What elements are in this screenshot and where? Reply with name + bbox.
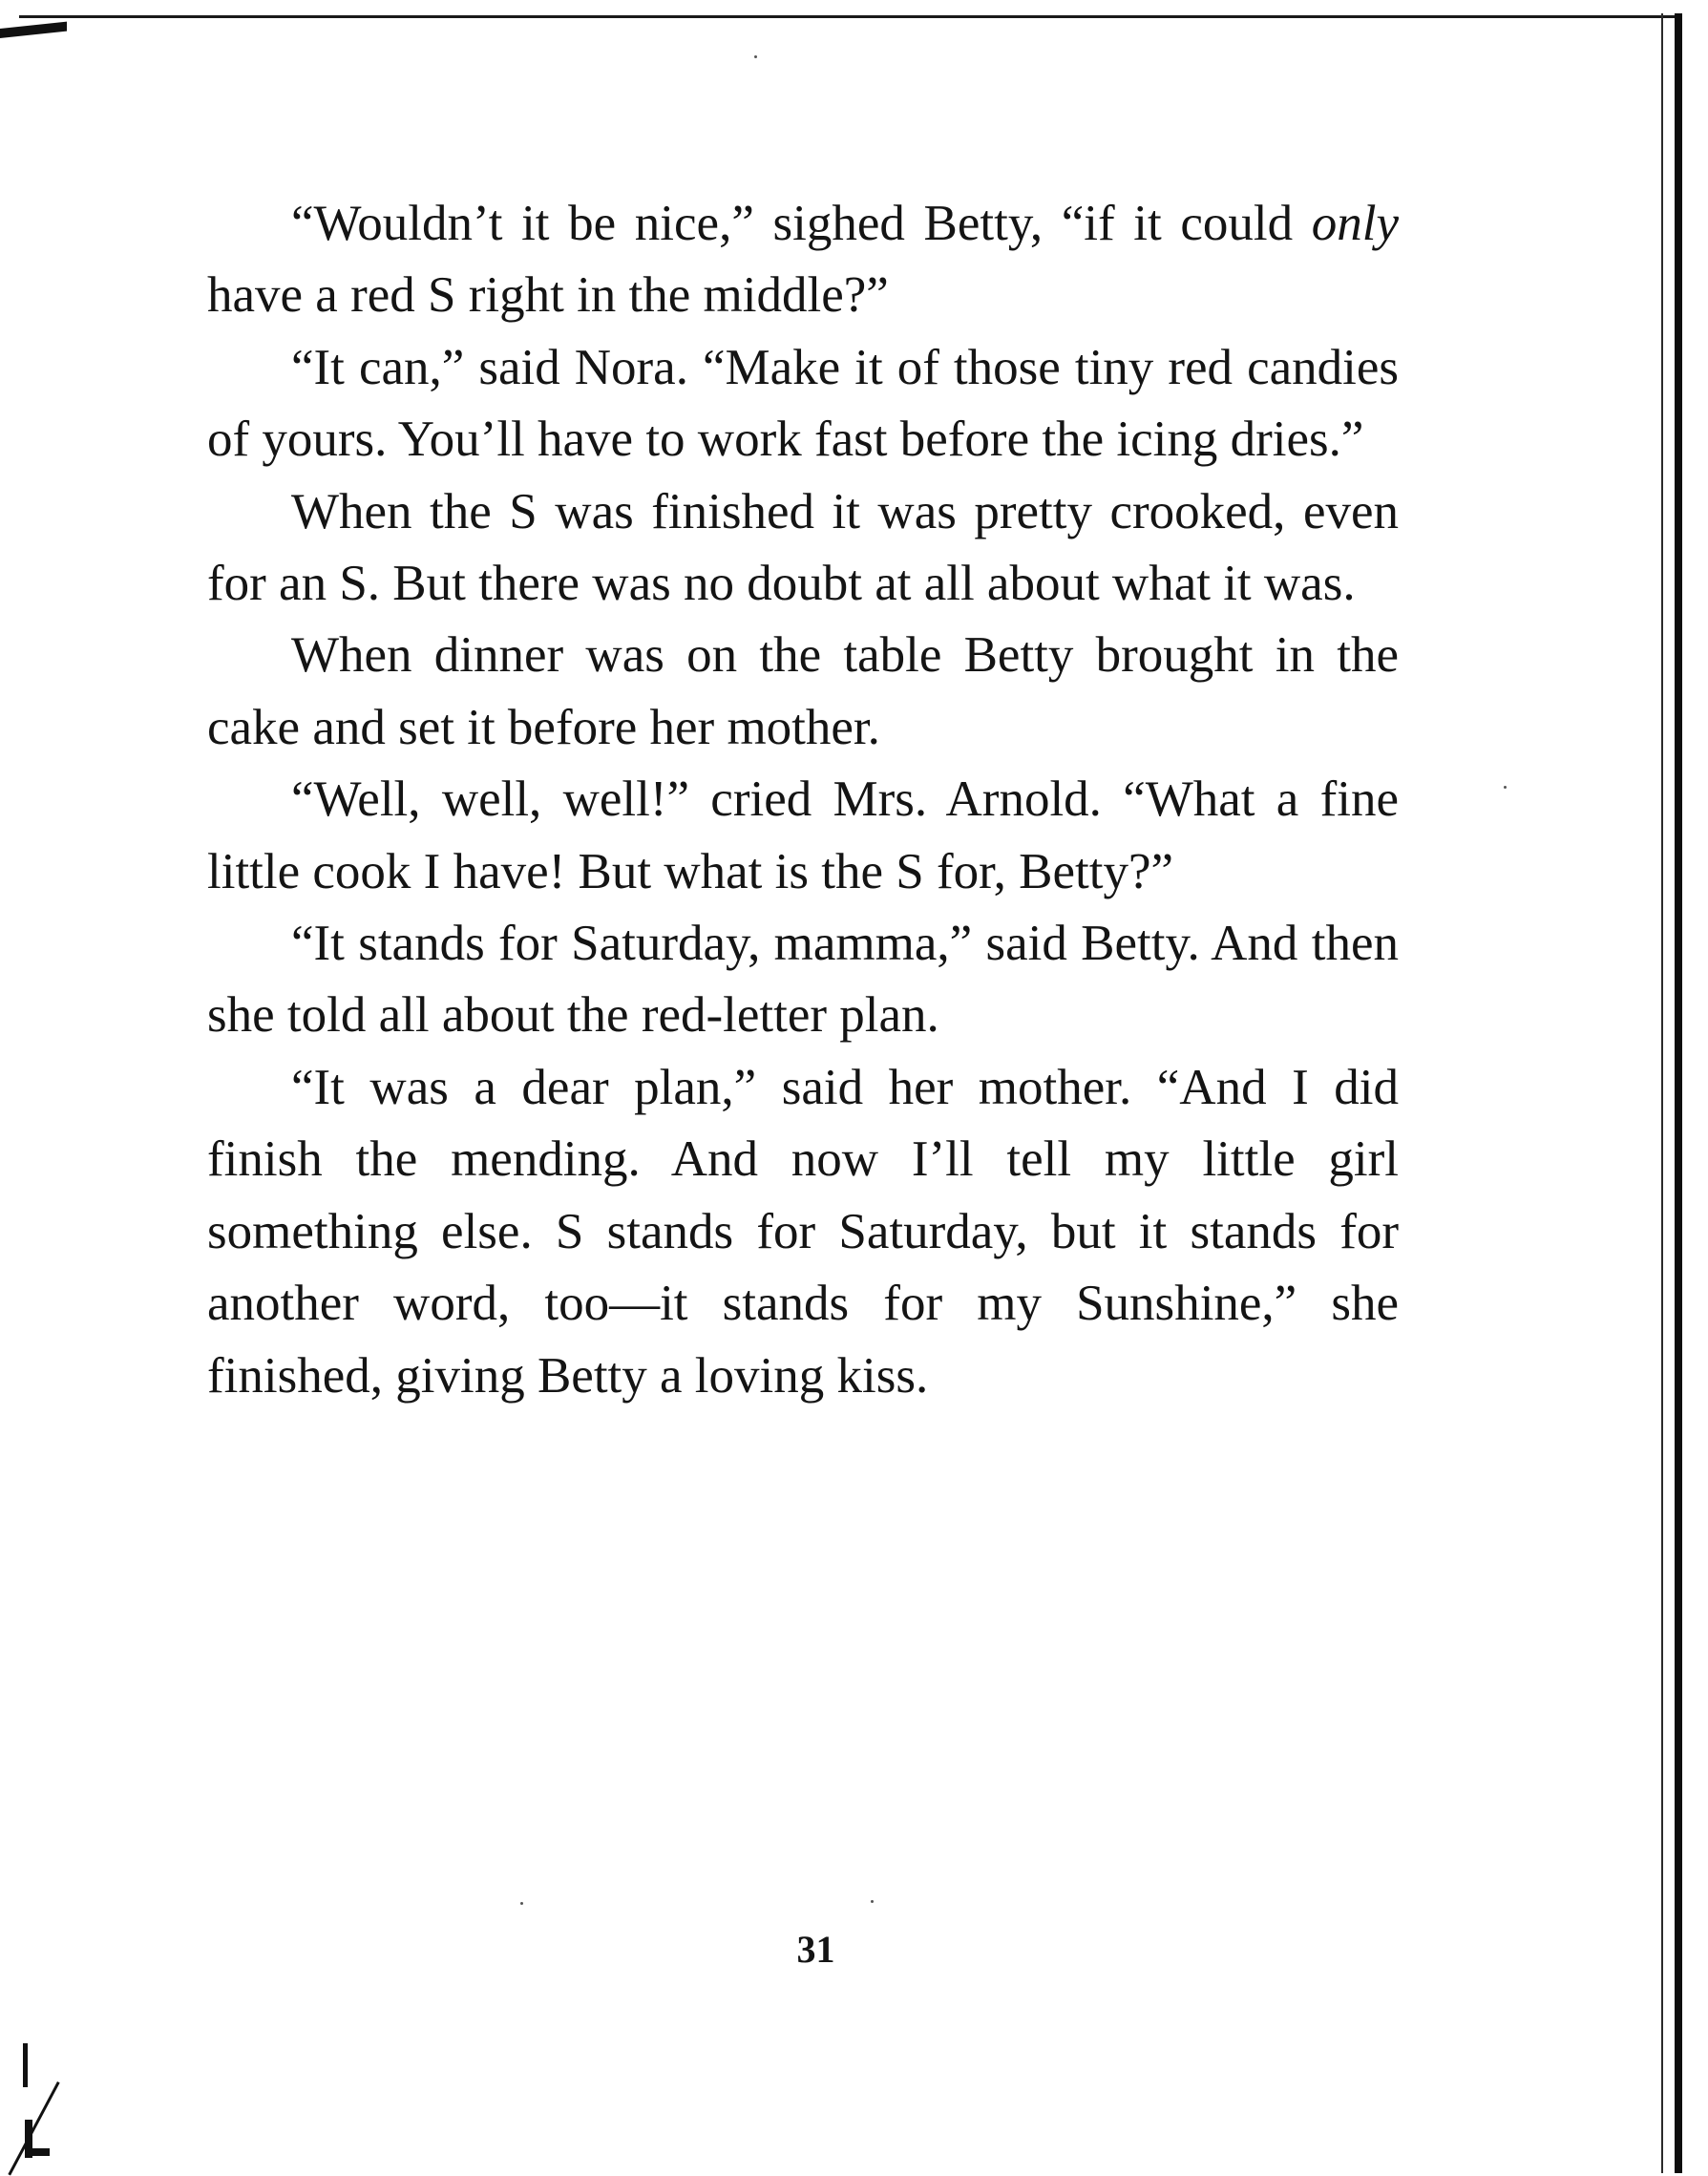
page-top-edge <box>19 15 1676 18</box>
page-corner-mark <box>0 22 67 38</box>
paragraph <box>207 188 1399 332</box>
scan-speck <box>754 55 757 58</box>
page-number: 31 <box>796 1928 835 1971</box>
paragraph-text: have a red S right in the middle?” <box>207 267 889 324</box>
paragraph: “It stands for Saturday, mamma,” said Betty. And then she told all about the red-letter plan. <box>207 916 1399 1044</box>
paragraph-text: “Wouldn’t it be nice,” sighed Betty, “if it could <box>291 196 1312 251</box>
emphasized-word: only <box>1311 196 1399 251</box>
scan-speck <box>520 1902 523 1905</box>
paragraph: “It was a dear plan,” said her mother. “And I did finish the mending. And now I’ll tell my little girl something else. S stands for Saturday, but it stands for another word, too—it stands for my Sunshine,” she finished, giving Betty a loving kiss. <box>207 1059 1399 1404</box>
paragraph: “It can,” said Nora. “Make it of those tiny red candies of yours. You’ll have to work fast before the icing dries.” <box>207 339 1399 468</box>
paragraph: When the S was finished it was pretty crooked, even for an S. But there was no doubt at all about what it was. <box>207 483 1399 612</box>
scan-speck <box>871 1900 874 1903</box>
scan-mark <box>32 2148 50 2156</box>
scan-mark <box>23 2043 28 2087</box>
page-right-edge <box>1675 13 1682 2173</box>
scan-mark <box>8 2081 59 2176</box>
page-body-text <box>207 188 1399 1412</box>
paragraph: When dinner was on the table Betty brought in the cake and set it before her mother. <box>207 627 1399 755</box>
scan-speck <box>1504 786 1507 789</box>
paragraph: “Well, well, well!” cried Mrs. Arnold. “What a fine little cook I have! But what is the S for, Betty?” <box>207 771 1399 899</box>
page-right-inner-edge <box>1661 13 1663 2173</box>
